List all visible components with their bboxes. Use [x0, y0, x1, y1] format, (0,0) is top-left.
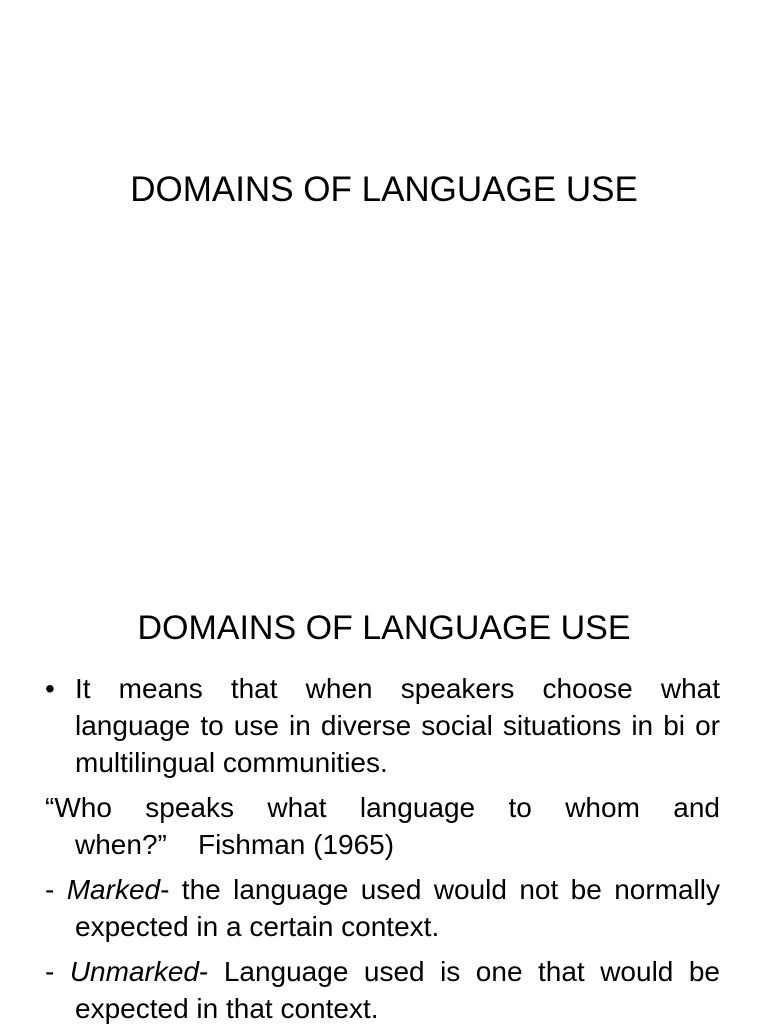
marked-item	[45, 871, 720, 945]
quote-text: “Who speaks what language to whom and when?”	[45, 792, 720, 860]
title-slide	[0, 0, 768, 512]
item-definition: - Language used is one that would be expected in that context.	[75, 956, 720, 1024]
unmarked-item	[45, 953, 720, 1027]
slide-title: DOMAINS OF LANGUAGE USE	[137, 609, 631, 647]
item-definition: - the language used would not be normally expected in a certain context.	[75, 874, 720, 942]
item-term: Marked	[66, 874, 161, 905]
bullet-text: It means that when speakers choose what language to use in diverse social situations in bi or multilingual communities.	[75, 673, 720, 778]
slide-body	[45, 670, 720, 1035]
item-prefix: -	[45, 874, 67, 905]
quote-paragraph	[45, 789, 720, 863]
bullet-item	[45, 670, 720, 781]
content-slide	[0, 512, 768, 1024]
bullet-marker: •	[45, 673, 55, 704]
slide-title: DOMAINS OF LANGUAGE USE	[130, 170, 638, 209]
item-term: Unmarked	[69, 956, 199, 987]
item-prefix: -	[45, 956, 70, 987]
quote-attribution: Fishman (1965)	[197, 829, 395, 860]
